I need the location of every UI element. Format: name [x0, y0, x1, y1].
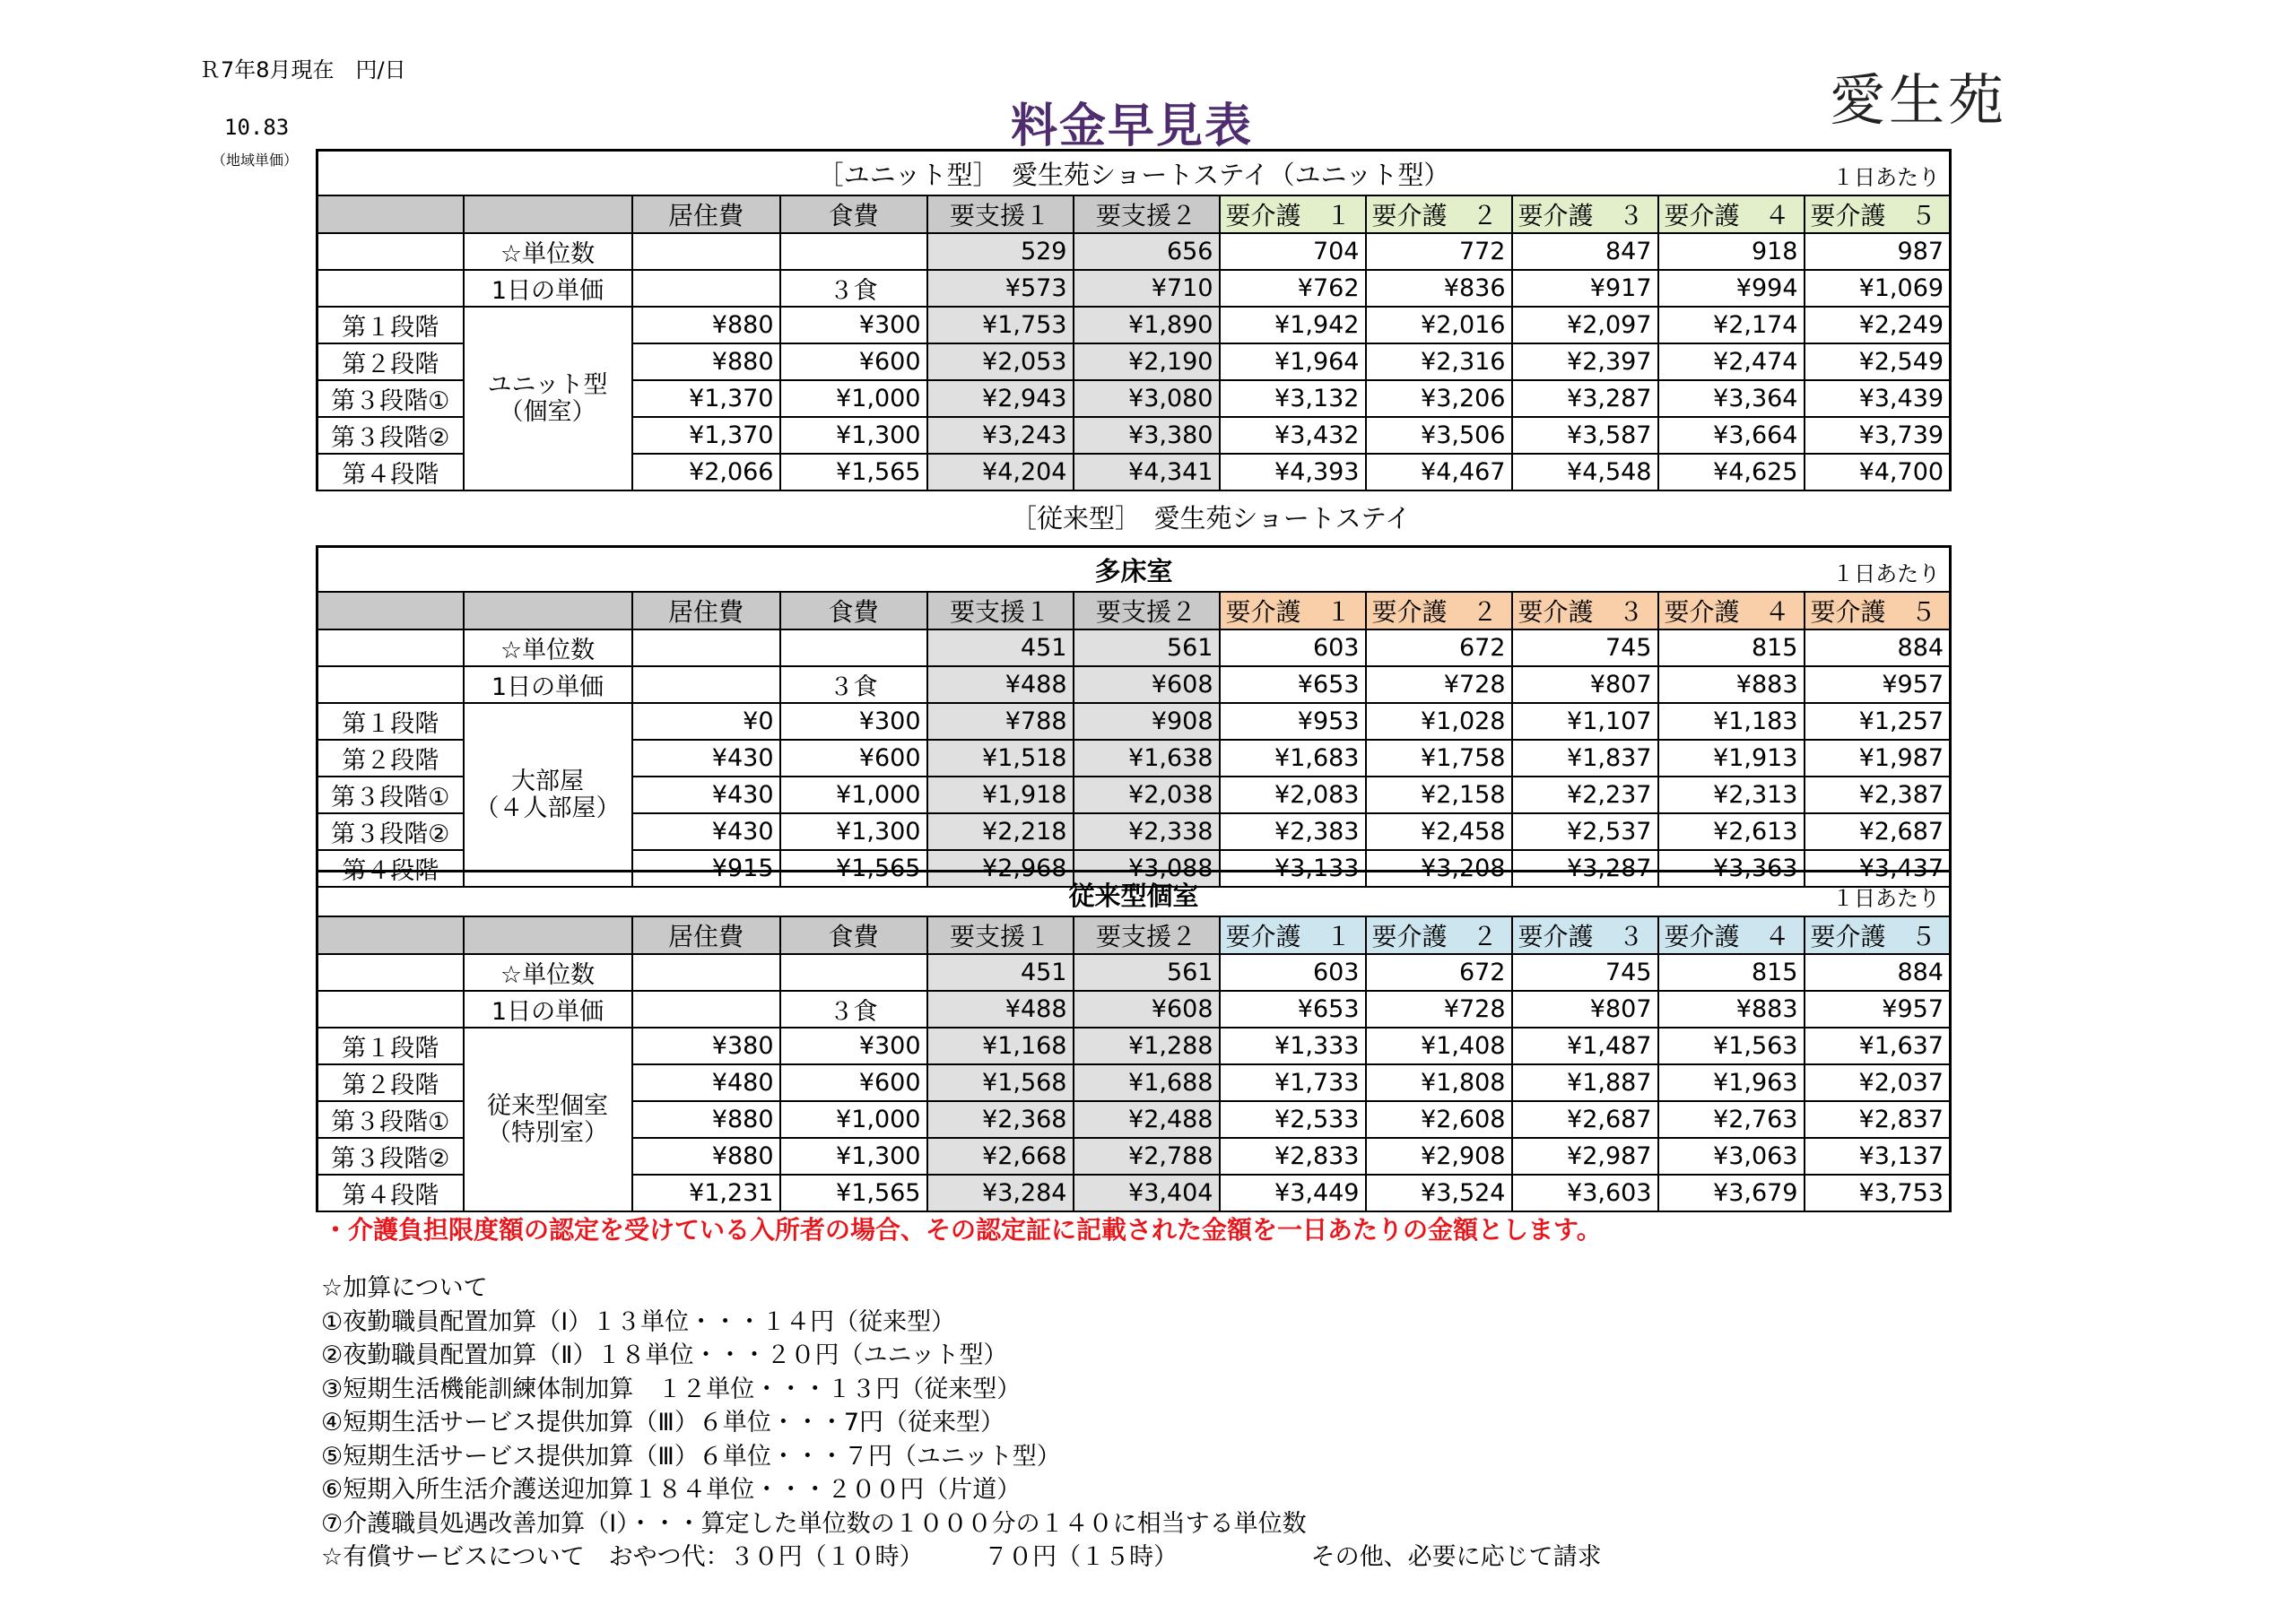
unit-price-value: ¥883 [1658, 666, 1805, 703]
stage-label: 第１段階 [317, 1028, 464, 1064]
daily-fee: ¥1,638 [1074, 740, 1220, 777]
daily-fee: ¥2,158 [1366, 777, 1512, 813]
unit-price-value: ¥957 [1805, 991, 1951, 1028]
column-header: 要介護 ５ [1805, 916, 1951, 954]
daily-fee: ¥2,316 [1366, 343, 1512, 380]
notes-line: ⑥短期入所生活介護送迎加算１８４単位・・・２００円（片道） [321, 1476, 1022, 1504]
daily-fee: ¥1,563 [1658, 1028, 1805, 1064]
daily-fee: ¥1,753 [927, 307, 1074, 343]
column-header: 要支援２ [1074, 195, 1220, 233]
daily-fee: ¥3,524 [1366, 1175, 1512, 1211]
daily-fee: ¥2,837 [1805, 1101, 1951, 1138]
column-header: 要介護 ３ [1512, 195, 1658, 233]
stage-label: 第２段階 [317, 740, 464, 777]
food-cost: ¥600 [780, 740, 927, 777]
daily-fee: ¥908 [1074, 703, 1220, 740]
daily-fee: ¥2,943 [927, 380, 1074, 417]
column-header [317, 195, 464, 233]
column-header: 要介護 ２ [1366, 195, 1512, 233]
daily-fee: ¥3,679 [1658, 1175, 1805, 1211]
column-header: 居住費 [632, 195, 780, 233]
daily-fee: ¥3,364 [1658, 380, 1805, 417]
daily-fee: ¥4,625 [1658, 454, 1805, 490]
daily-fee: ¥2,383 [1220, 813, 1366, 850]
stage-label: 第１段階 [317, 307, 464, 343]
blank-cell [317, 233, 464, 270]
column-header: 要介護 ２ [1366, 916, 1512, 954]
food-cost: ¥1,300 [780, 1138, 927, 1175]
daily-fee: ¥1,168 [927, 1028, 1074, 1064]
units-value: 603 [1220, 954, 1366, 991]
unit-price-value: ¥488 [927, 991, 1074, 1028]
daily-fee: ¥4,341 [1074, 454, 1220, 490]
daily-fee: ¥2,687 [1805, 813, 1951, 850]
blank-cell [780, 629, 927, 666]
daily-fee: ¥1,257 [1805, 703, 1951, 740]
column-header: 要支援２ [1074, 916, 1220, 954]
daily-fee: ¥2,668 [927, 1138, 1074, 1175]
column-header: 要支援１ [927, 916, 1074, 954]
unit-price-value: ¥883 [1658, 991, 1805, 1028]
daily-fee: ¥2,537 [1512, 813, 1658, 850]
units-value: 451 [927, 629, 1074, 666]
room-type-label [464, 307, 632, 490]
notes-line: ②夜勤職員配置加算（Ⅱ）１８単位・・・２０円（ユニット型） [321, 1341, 1008, 1369]
units-value: 529 [927, 233, 1074, 270]
blank-cell [632, 991, 780, 1028]
column-header [464, 592, 632, 629]
unit-price-value: ¥762 [1220, 270, 1366, 307]
daily-fee: ¥3,380 [1074, 417, 1220, 454]
daily-fee: ¥1,333 [1220, 1028, 1366, 1064]
daily-fee: ¥788 [927, 703, 1074, 740]
daily-fee: ¥3,080 [1074, 380, 1220, 417]
column-header: 要支援１ [927, 195, 1074, 233]
daily-fee: ¥2,788 [1074, 1138, 1220, 1175]
daily-fee: ¥4,204 [927, 454, 1074, 490]
stage-label: 第３段階② [317, 417, 464, 454]
daily-fee: ¥2,190 [1074, 343, 1220, 380]
housing-cost: ¥1,370 [632, 380, 780, 417]
daily-fee: ¥3,287 [1512, 380, 1658, 417]
food-cost: ¥1,300 [780, 417, 927, 454]
daily-fee: ¥1,487 [1512, 1028, 1658, 1064]
daily-fee: ¥2,218 [927, 813, 1074, 850]
housing-cost: ¥880 [632, 343, 780, 380]
daily-fee: ¥3,664 [1658, 417, 1805, 454]
daily-fee: ¥1,028 [1366, 703, 1512, 740]
column-header [317, 916, 464, 954]
blank-cell [317, 270, 464, 307]
daily-fee: ¥953 [1220, 703, 1366, 740]
daily-fee: ¥1,913 [1658, 740, 1805, 777]
room-type-line: （特別室） [487, 1118, 608, 1147]
per-day-label: １日あたり [1832, 165, 1941, 190]
daily-fee: ¥3,439 [1805, 380, 1951, 417]
daily-fee: ¥2,338 [1074, 813, 1220, 850]
housing-cost: ¥1,231 [632, 1175, 780, 1211]
column-header: 要介護 １ [1220, 195, 1366, 233]
daily-fee: ¥3,404 [1074, 1175, 1220, 1211]
blank-cell [632, 629, 780, 666]
meals-label: ３食 [780, 270, 927, 307]
daily-fee: ¥3,284 [927, 1175, 1074, 1211]
notes-line: ①夜勤職員配置加算（Ⅰ）１３単位・・・１４円（従来型） [321, 1307, 956, 1336]
units-value: 745 [1512, 954, 1658, 991]
stage-label: 第３段階① [317, 380, 464, 417]
notes-line: ☆加算について [321, 1274, 488, 1302]
units-value: 451 [927, 954, 1074, 991]
daily-fee: ¥1,683 [1220, 740, 1366, 777]
daily-fee: ¥1,758 [1366, 740, 1512, 777]
daily-fee: ¥1,918 [927, 777, 1074, 813]
daily-fee: ¥1,837 [1512, 740, 1658, 777]
multi-bed-fee-table [316, 545, 1952, 888]
daily-fee: ¥2,533 [1220, 1101, 1366, 1138]
column-header: 食費 [780, 592, 927, 629]
food-cost: ¥300 [780, 703, 927, 740]
column-header: 要介護 ２ [1366, 592, 1512, 629]
daily-fee: ¥1,288 [1074, 1028, 1220, 1064]
blank-cell [632, 233, 780, 270]
units-label: ☆単位数 [464, 629, 632, 666]
daily-fee: ¥3,603 [1512, 1175, 1658, 1211]
daily-fee: ¥1,637 [1805, 1028, 1951, 1064]
housing-cost: ¥480 [632, 1064, 780, 1101]
housing-cost: ¥880 [632, 307, 780, 343]
unit-price-value: ¥728 [1366, 666, 1512, 703]
blank-cell [632, 954, 780, 991]
daily-fee: ¥2,249 [1805, 307, 1951, 343]
daily-fee: ¥3,739 [1805, 417, 1951, 454]
daily-fee: ¥2,687 [1512, 1101, 1658, 1138]
housing-cost: ¥915 [632, 850, 780, 887]
private-room-fee-table [316, 870, 1952, 1212]
per-day-label: １日あたり [1832, 886, 1940, 911]
stage-label: 第４段階 [317, 850, 464, 887]
table-caption [317, 872, 1951, 917]
daily-fee: ¥3,137 [1805, 1138, 1951, 1175]
daily-fee: ¥4,548 [1512, 454, 1658, 490]
housing-cost: ¥380 [632, 1028, 780, 1064]
daily-fee: ¥1,942 [1220, 307, 1366, 343]
page-title: 料金早見表 [1010, 100, 1253, 153]
daily-fee: ¥3,133 [1220, 850, 1366, 887]
daily-fee: ¥3,063 [1658, 1138, 1805, 1175]
unit-price-value: ¥573 [927, 270, 1074, 307]
daily-fee: ¥2,368 [927, 1101, 1074, 1138]
daily-fee: ¥1,183 [1658, 703, 1805, 740]
blank-cell [317, 629, 464, 666]
notice-text: ・介護負担限度額の認定を受けている入所者の場合、その認定証に記載された金額を一日あたりの金額とします。 [323, 1215, 1602, 1245]
column-header: 要介護 ５ [1805, 195, 1951, 233]
unit-price-value: ¥807 [1512, 666, 1658, 703]
units-value: 672 [1366, 954, 1512, 991]
column-header: 要介護 ３ [1512, 592, 1658, 629]
daily-fee: ¥1,890 [1074, 307, 1220, 343]
food-cost: ¥1,000 [780, 777, 927, 813]
food-cost: ¥300 [780, 307, 927, 343]
food-cost: ¥1,565 [780, 454, 927, 490]
room-type-line: 従来型個室 [487, 1091, 608, 1120]
daily-fee: ¥2,387 [1805, 777, 1951, 813]
blank-cell [780, 233, 927, 270]
daily-fee: ¥2,608 [1366, 1101, 1512, 1138]
stage-label: 第２段階 [317, 1064, 464, 1101]
column-header: 食費 [780, 195, 927, 233]
column-header [317, 592, 464, 629]
daily-fee: ¥3,587 [1512, 417, 1658, 454]
stage-label: 第３段階① [317, 1101, 464, 1138]
daily-fee: ¥1,964 [1220, 343, 1366, 380]
housing-cost: ¥430 [632, 813, 780, 850]
blank-cell [780, 954, 927, 991]
daily-fee: ¥3,243 [927, 417, 1074, 454]
area-factor-label: （地域単価） [212, 152, 299, 169]
daily-fee: ¥3,506 [1366, 417, 1512, 454]
column-header: 要介護 ４ [1658, 195, 1805, 233]
units-value: 772 [1366, 233, 1512, 270]
daily-fee: ¥2,313 [1658, 777, 1805, 813]
units-value: 987 [1805, 233, 1951, 270]
blank-cell [632, 666, 780, 703]
daily-fee: ¥2,833 [1220, 1138, 1366, 1175]
units-label: ☆単位数 [464, 954, 632, 991]
daily-fee: ¥1,808 [1366, 1064, 1512, 1101]
food-cost: ¥300 [780, 1028, 927, 1064]
room-type-label [464, 1028, 632, 1211]
daily-fee: ¥1,987 [1805, 740, 1951, 777]
notes-line: ④短期生活サービス提供加算（Ⅲ）６単位・・・7円（従来型） [321, 1409, 1004, 1436]
food-cost: ¥1,565 [780, 1175, 927, 1211]
units-value: 561 [1074, 629, 1220, 666]
daily-fee: ¥3,088 [1074, 850, 1220, 887]
daily-fee: ¥1,518 [927, 740, 1074, 777]
unit-price-value: ¥917 [1512, 270, 1658, 307]
stage-label: 第１段階 [317, 703, 464, 740]
unit-price-label: 1日の単価 [464, 666, 632, 703]
housing-cost: ¥430 [632, 740, 780, 777]
daily-fee: ¥4,700 [1805, 454, 1951, 490]
room-type-line: ユニット型 [487, 370, 608, 399]
daily-fee: ¥1,887 [1512, 1064, 1658, 1101]
unit-price-value: ¥653 [1220, 666, 1366, 703]
column-header: 居住費 [632, 916, 780, 954]
column-header: 要介護 ３ [1512, 916, 1658, 954]
food-cost: ¥1,565 [780, 850, 927, 887]
blank-cell [317, 954, 464, 991]
unit-price-value: ¥608 [1074, 666, 1220, 703]
units-value: 815 [1658, 629, 1805, 666]
units-value: 656 [1074, 233, 1220, 270]
table-caption-text: ［ユニット型］ 愛生苑ショートステイ（ユニット型） [817, 159, 1450, 190]
daily-fee: ¥2,987 [1512, 1138, 1658, 1175]
daily-fee: ¥3,206 [1366, 380, 1512, 417]
housing-cost: ¥2,066 [632, 454, 780, 490]
daily-fee: ¥2,549 [1805, 343, 1951, 380]
daily-fee: ¥2,458 [1366, 813, 1512, 850]
daily-fee: ¥2,038 [1074, 777, 1220, 813]
housing-cost: ¥1,370 [632, 417, 780, 454]
unit-price-value: ¥608 [1074, 991, 1220, 1028]
daily-fee: ¥2,763 [1658, 1101, 1805, 1138]
daily-fee: ¥4,467 [1366, 454, 1512, 490]
room-type-label [464, 703, 632, 887]
daily-fee: ¥1,733 [1220, 1064, 1366, 1101]
daily-fee: ¥2,908 [1366, 1138, 1512, 1175]
units-value: 672 [1366, 629, 1512, 666]
housing-cost: ¥880 [632, 1101, 780, 1138]
unit-price-value: ¥957 [1805, 666, 1951, 703]
column-header: 居住費 [632, 592, 780, 629]
daily-fee: ¥3,132 [1220, 380, 1366, 417]
unit-price-value: ¥807 [1512, 991, 1658, 1028]
units-value: 884 [1805, 629, 1951, 666]
additional-fees-notes [321, 1271, 1602, 1575]
unit-price-value: ¥653 [1220, 991, 1366, 1028]
stage-label: 第４段階 [317, 454, 464, 490]
daily-fee: ¥2,174 [1658, 307, 1805, 343]
units-value: 704 [1220, 233, 1366, 270]
unit-price-value: ¥488 [927, 666, 1074, 703]
units-label: ☆単位数 [464, 233, 632, 270]
conventional-title: ［従来型］ 愛生苑ショートステイ [1010, 503, 1412, 534]
room-type-line: （４人部屋） [474, 794, 621, 822]
daily-fee: ¥2,968 [927, 850, 1074, 887]
table-caption-text: 従来型個室 [1068, 880, 1199, 911]
column-header: 要介護 １ [1220, 916, 1366, 954]
column-header [464, 916, 632, 954]
daily-fee: ¥2,397 [1512, 343, 1658, 380]
unit-price-value: ¥836 [1366, 270, 1512, 307]
daily-fee: ¥3,437 [1805, 850, 1951, 887]
notes-line: ⑦介護職員処遇改善加算（Ⅰ）・・・算定した単位数の１０００分の１４０に相当する単位数 [321, 1509, 1307, 1538]
units-value: 561 [1074, 954, 1220, 991]
daily-fee: ¥3,287 [1512, 850, 1658, 887]
units-value: 847 [1512, 233, 1658, 270]
units-value: 918 [1658, 233, 1805, 270]
column-header: 要介護 １ [1220, 592, 1366, 629]
daily-fee: ¥2,053 [927, 343, 1074, 380]
table-caption-text: 多床室 [1094, 555, 1173, 586]
daily-fee: ¥1,688 [1074, 1064, 1220, 1101]
stage-label: 第４段階 [317, 1175, 464, 1211]
stage-label: 第３段階① [317, 777, 464, 813]
facility-logo: 愛生苑 [1830, 67, 2008, 133]
blank-cell [632, 270, 780, 307]
stage-label: 第３段階② [317, 813, 464, 850]
daily-fee: ¥3,449 [1220, 1175, 1366, 1211]
column-header: 要支援１ [927, 592, 1074, 629]
room-type-line: （個室） [499, 397, 596, 426]
daily-fee: ¥2,237 [1512, 777, 1658, 813]
unit-price-value: ¥1,069 [1805, 270, 1951, 307]
stage-label: 第２段階 [317, 343, 464, 380]
room-type-line: 大部屋 [511, 767, 584, 795]
meals-label: ３食 [780, 991, 927, 1028]
daily-fee: ¥1,107 [1512, 703, 1658, 740]
daily-fee: ¥3,432 [1220, 417, 1366, 454]
housing-cost: ¥880 [632, 1138, 780, 1175]
food-cost: ¥1,000 [780, 380, 927, 417]
area-factor: 10.83 [224, 115, 290, 140]
daily-fee: ¥2,083 [1220, 777, 1366, 813]
housing-cost: ¥430 [632, 777, 780, 813]
per-day-label: １日あたり [1832, 561, 1941, 586]
food-cost: ¥1,300 [780, 813, 927, 850]
column-header: 要介護 ５ [1805, 592, 1951, 629]
units-value: 884 [1805, 954, 1951, 991]
daily-fee: ¥4,393 [1220, 454, 1366, 490]
daily-fee: ¥2,613 [1658, 813, 1805, 850]
daily-fee: ¥2,037 [1805, 1064, 1951, 1101]
date-unit-label: Ｒ7年8月現在 円/日 [199, 57, 406, 82]
daily-fee: ¥2,488 [1074, 1101, 1220, 1138]
column-header: 要介護 ４ [1658, 592, 1805, 629]
unit-price-value: ¥994 [1658, 270, 1805, 307]
unit-price-label: 1日の単価 [464, 991, 632, 1028]
table-caption [317, 547, 1951, 593]
daily-fee: ¥1,568 [927, 1064, 1074, 1101]
daily-fee: ¥2,016 [1366, 307, 1512, 343]
daily-fee: ¥1,963 [1658, 1064, 1805, 1101]
food-cost: ¥1,000 [780, 1101, 927, 1138]
food-cost: ¥600 [780, 1064, 927, 1101]
meals-label: ３食 [780, 666, 927, 703]
daily-fee: ¥2,097 [1512, 307, 1658, 343]
unit-price-label: 1日の単価 [464, 270, 632, 307]
notes-line: ☆有償サービスについて おやつ代：３０円（１０時） ７０円（１５時） その他、必要に応じて請求 [321, 1543, 1602, 1571]
blank-cell [317, 991, 464, 1028]
blank-cell [317, 666, 464, 703]
column-header: 要支援２ [1074, 592, 1220, 629]
daily-fee: ¥2,474 [1658, 343, 1805, 380]
units-value: 745 [1512, 629, 1658, 666]
table-caption [317, 151, 1951, 196]
units-value: 815 [1658, 954, 1805, 991]
column-header: 食費 [780, 916, 927, 954]
food-cost: ¥600 [780, 343, 927, 380]
unit-fee-table [316, 149, 1952, 491]
column-header [464, 195, 632, 233]
notes-line: ⑤短期生活サービス提供加算（Ⅲ）６単位・・・７円（ユニット型） [321, 1442, 1061, 1471]
column-header: 要介護 ４ [1658, 916, 1805, 954]
units-value: 603 [1220, 629, 1366, 666]
daily-fee: ¥3,363 [1658, 850, 1805, 887]
unit-price-value: ¥728 [1366, 991, 1512, 1028]
stage-label: 第３段階② [317, 1138, 464, 1175]
daily-fee: ¥3,753 [1805, 1175, 1951, 1211]
daily-fee: ¥3,208 [1366, 850, 1512, 887]
daily-fee: ¥1,408 [1366, 1028, 1512, 1064]
unit-price-value: ¥710 [1074, 270, 1220, 307]
notes-line: ③短期生活機能訓練体制加算 １２単位・・・１３円（従来型） [321, 1375, 1022, 1403]
housing-cost: ¥0 [632, 703, 780, 740]
